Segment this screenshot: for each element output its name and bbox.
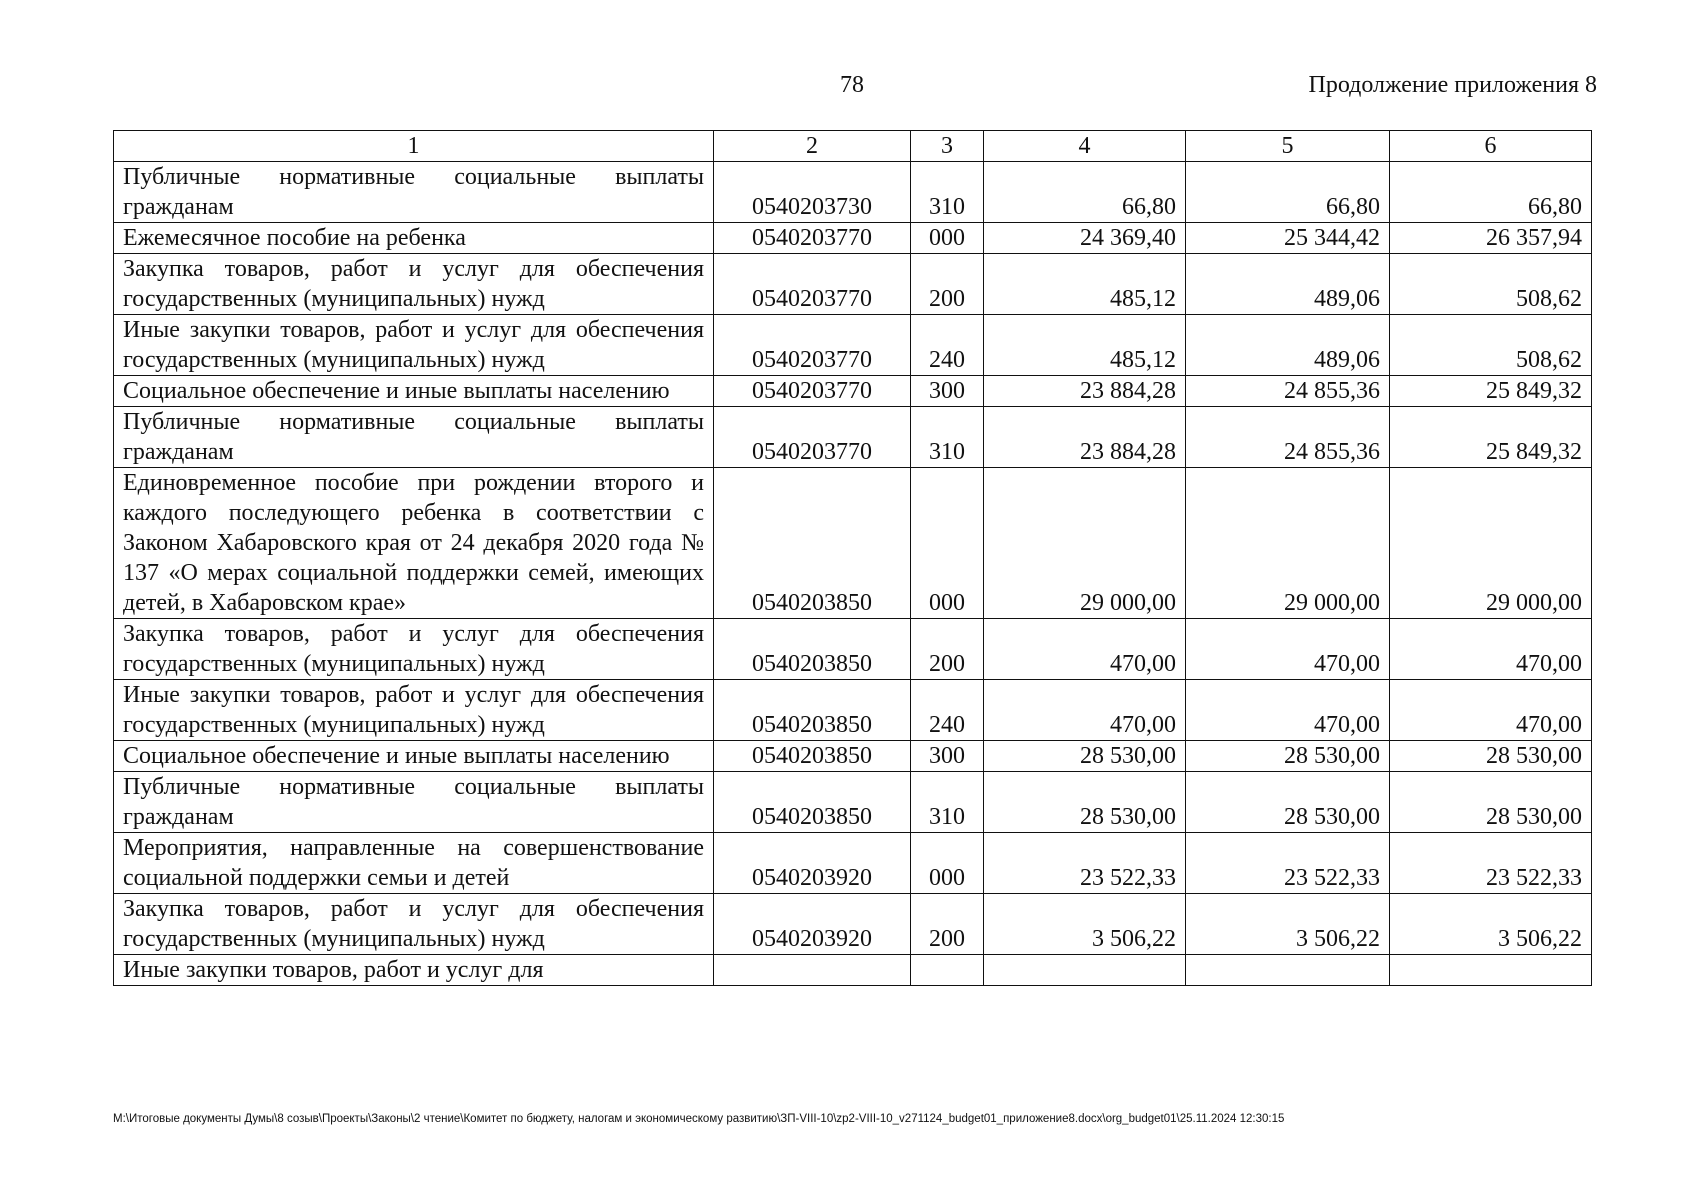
budget-table bbox=[113, 130, 1592, 986]
table-row bbox=[114, 955, 1592, 986]
amount-col5-cell: 24 855,36 bbox=[1186, 376, 1390, 407]
amount-col6-cell bbox=[1390, 955, 1592, 986]
expense-type-cell: 300 bbox=[911, 376, 984, 407]
row-name-cell: Социальное обеспечение и иные выплаты населению bbox=[114, 376, 714, 407]
amount-col6-cell: 470,00 bbox=[1390, 680, 1592, 741]
target-code-cell: 0540203850 bbox=[714, 680, 911, 741]
document-file-path: M:\Итоговые документы Думы\8 созыв\Проекты\Законы\2 чтение\Комитет по бюджету, налогам и экономическому развитию\ЗП-VIII-10\zp2-VIII-10_v271124_budget01_приложение8.docx\org_budget01\25.11.2024 12:30:15 bbox=[113, 1113, 1285, 1125]
target-code-cell: 0540203770 bbox=[714, 376, 911, 407]
column-header: 4 bbox=[984, 131, 1186, 162]
amount-col4-cell: 66,80 bbox=[984, 162, 1186, 223]
row-name-cell: Мероприятия, направленные на совершенствование социальной поддержки семьи и детей bbox=[114, 833, 714, 894]
row-name-cell: Закупка товаров, работ и услуг для обеспечения государственных (муниципальных) нужд bbox=[114, 619, 714, 680]
amount-col6-cell: 29 000,00 bbox=[1390, 468, 1592, 619]
amount-col6-cell: 508,62 bbox=[1390, 315, 1592, 376]
amount-col6-cell: 25 849,32 bbox=[1390, 376, 1592, 407]
target-code-cell: 0540203770 bbox=[714, 315, 911, 376]
table-row bbox=[114, 772, 1592, 833]
expense-type-cell: 200 bbox=[911, 254, 984, 315]
target-code-cell: 0540203770 bbox=[714, 407, 911, 468]
amount-col6-cell: 508,62 bbox=[1390, 254, 1592, 315]
row-name-cell: Иные закупки товаров, работ и услуг для обеспечения государственных (муниципальных) нужд bbox=[114, 315, 714, 376]
target-code-cell: 0540203770 bbox=[714, 254, 911, 315]
amount-col4-cell: 470,00 bbox=[984, 680, 1186, 741]
expense-type-cell: 240 bbox=[911, 680, 984, 741]
target-code-cell: 0540203850 bbox=[714, 468, 911, 619]
amount-col5-cell bbox=[1186, 955, 1390, 986]
row-name-cell: Единовременное пособие при рождении второго и каждого последующего ребенка в соответствии с Законом Хабаровского края от 24 декабря 2020 года № 137 «О мерах социальной поддержки семей, имеющих детей, в Хабаровском крае» bbox=[114, 468, 714, 619]
row-name-cell: Публичные нормативные социальные выплаты гражданам bbox=[114, 772, 714, 833]
page-number: 78 bbox=[840, 72, 864, 98]
amount-col5-cell: 28 530,00 bbox=[1186, 741, 1390, 772]
amount-col5-cell: 470,00 bbox=[1186, 680, 1390, 741]
amount-col6-cell: 26 357,94 bbox=[1390, 223, 1592, 254]
amount-col4-cell: 24 369,40 bbox=[984, 223, 1186, 254]
amount-col5-cell: 23 522,33 bbox=[1186, 833, 1390, 894]
target-code-cell: 0540203730 bbox=[714, 162, 911, 223]
column-header: 1 bbox=[114, 131, 714, 162]
amount-col4-cell: 485,12 bbox=[984, 315, 1186, 376]
table-row bbox=[114, 680, 1592, 741]
amount-col4-cell: 28 530,00 bbox=[984, 772, 1186, 833]
amount-col4-cell: 28 530,00 bbox=[984, 741, 1186, 772]
amount-col4-cell: 3 506,22 bbox=[984, 894, 1186, 955]
table-row bbox=[114, 619, 1592, 680]
target-code-cell: 0540203920 bbox=[714, 894, 911, 955]
amount-col5-cell: 66,80 bbox=[1186, 162, 1390, 223]
table-row bbox=[114, 315, 1592, 376]
amount-col4-cell: 485,12 bbox=[984, 254, 1186, 315]
expense-type-cell: 310 bbox=[911, 162, 984, 223]
expense-type-cell: 310 bbox=[911, 407, 984, 468]
expense-type-cell: 240 bbox=[911, 315, 984, 376]
amount-col4-cell bbox=[984, 955, 1186, 986]
amount-col6-cell: 470,00 bbox=[1390, 619, 1592, 680]
row-name-cell: Иные закупки товаров, работ и услуг для bbox=[114, 955, 714, 986]
expense-type-cell: 000 bbox=[911, 223, 984, 254]
expense-type-cell: 200 bbox=[911, 894, 984, 955]
amount-col4-cell: 29 000,00 bbox=[984, 468, 1186, 619]
amount-col5-cell: 29 000,00 bbox=[1186, 468, 1390, 619]
target-code-cell: 0540203850 bbox=[714, 741, 911, 772]
table-row bbox=[114, 741, 1592, 772]
appendix-continuation-label: Продолжение приложения 8 bbox=[1308, 72, 1597, 98]
amount-col4-cell: 23 884,28 bbox=[984, 407, 1186, 468]
row-name-cell: Закупка товаров, работ и услуг для обеспечения государственных (муниципальных) нужд bbox=[114, 254, 714, 315]
table-row bbox=[114, 254, 1592, 315]
amount-col4-cell: 470,00 bbox=[984, 619, 1186, 680]
table-row bbox=[114, 894, 1592, 955]
table-row bbox=[114, 376, 1592, 407]
expense-type-cell: 310 bbox=[911, 772, 984, 833]
row-name-cell: Иные закупки товаров, работ и услуг для обеспечения государственных (муниципальных) нужд bbox=[114, 680, 714, 741]
row-name-cell: Ежемесячное пособие на ребенка bbox=[114, 223, 714, 254]
amount-col5-cell: 470,00 bbox=[1186, 619, 1390, 680]
amount-col5-cell: 489,06 bbox=[1186, 315, 1390, 376]
amount-col6-cell: 28 530,00 bbox=[1390, 741, 1592, 772]
table-row bbox=[114, 468, 1592, 619]
column-header: 3 bbox=[911, 131, 984, 162]
row-name-cell: Публичные нормативные социальные выплаты гражданам bbox=[114, 162, 714, 223]
row-name-cell: Публичные нормативные социальные выплаты гражданам bbox=[114, 407, 714, 468]
amount-col5-cell: 3 506,22 bbox=[1186, 894, 1390, 955]
expense-type-cell: 000 bbox=[911, 833, 984, 894]
amount-col5-cell: 28 530,00 bbox=[1186, 772, 1390, 833]
table-row bbox=[114, 833, 1592, 894]
expense-type-cell: 000 bbox=[911, 468, 984, 619]
table-header-row bbox=[114, 131, 1592, 162]
target-code-cell: 0540203850 bbox=[714, 772, 911, 833]
column-header: 6 bbox=[1390, 131, 1592, 162]
amount-col6-cell: 28 530,00 bbox=[1390, 772, 1592, 833]
amount-col6-cell: 25 849,32 bbox=[1390, 407, 1592, 468]
amount-col4-cell: 23 522,33 bbox=[984, 833, 1186, 894]
amount-col6-cell: 23 522,33 bbox=[1390, 833, 1592, 894]
amount-col5-cell: 24 855,36 bbox=[1186, 407, 1390, 468]
expense-type-cell: 300 bbox=[911, 741, 984, 772]
amount-col6-cell: 3 506,22 bbox=[1390, 894, 1592, 955]
target-code-cell: 0540203920 bbox=[714, 833, 911, 894]
expense-type-cell bbox=[911, 955, 984, 986]
table-row bbox=[114, 162, 1592, 223]
row-name-cell: Социальное обеспечение и иные выплаты населению bbox=[114, 741, 714, 772]
row-name-cell: Закупка товаров, работ и услуг для обеспечения государственных (муниципальных) нужд bbox=[114, 894, 714, 955]
table-row bbox=[114, 223, 1592, 254]
amount-col6-cell: 66,80 bbox=[1390, 162, 1592, 223]
column-header: 2 bbox=[714, 131, 911, 162]
target-code-cell: 0540203850 bbox=[714, 619, 911, 680]
target-code-cell: 0540203770 bbox=[714, 223, 911, 254]
amount-col5-cell: 489,06 bbox=[1186, 254, 1390, 315]
target-code-cell bbox=[714, 955, 911, 986]
amount-col5-cell: 25 344,42 bbox=[1186, 223, 1390, 254]
expense-type-cell: 200 bbox=[911, 619, 984, 680]
table-row bbox=[114, 407, 1592, 468]
amount-col4-cell: 23 884,28 bbox=[984, 376, 1186, 407]
column-header: 5 bbox=[1186, 131, 1390, 162]
table-body bbox=[114, 162, 1592, 986]
